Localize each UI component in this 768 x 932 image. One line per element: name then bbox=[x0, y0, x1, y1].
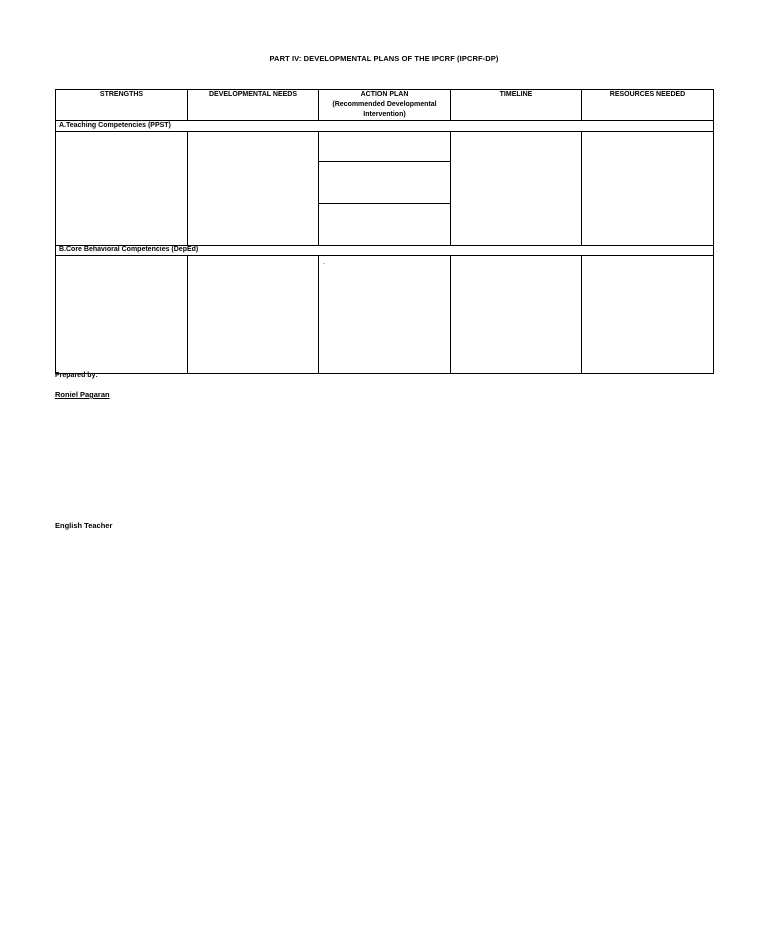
header-resources-needed-label: RESOURCES NEEDED bbox=[609, 91, 686, 98]
section-b-action-plan-mark: . bbox=[323, 259, 325, 266]
header-developmental-needs bbox=[188, 90, 319, 121]
section-b-needs-cell[interactable] bbox=[188, 256, 319, 373]
section-a-timeline-cell[interactable] bbox=[451, 132, 582, 245]
action-plan-subdivider-1 bbox=[319, 161, 450, 162]
developmental-plan-table bbox=[55, 89, 714, 374]
action-plan-subdivider-2 bbox=[319, 203, 450, 204]
header-action-plan bbox=[319, 90, 451, 121]
header-action-plan-line2: (Recommended Developmental bbox=[332, 101, 437, 108]
header-developmental-needs-label: DEVELOPMENTAL NEEDS bbox=[208, 91, 298, 98]
section-b-timeline-cell[interactable] bbox=[451, 256, 582, 373]
section-a-resources-cell[interactable] bbox=[582, 132, 713, 245]
header-resources-needed bbox=[582, 90, 713, 121]
document-title: PART IV: DEVELOPMENTAL PLANS OF THE IPCRF (IPCRF-DP) bbox=[269, 54, 499, 63]
header-timeline bbox=[451, 90, 582, 121]
section-b-strengths-cell[interactable] bbox=[56, 256, 188, 373]
header-action-plan-line3: Intervention) bbox=[363, 111, 406, 118]
preparer-name: Roniel Pagaran bbox=[55, 390, 110, 399]
header-strengths-label: STRENGTHS bbox=[99, 91, 144, 98]
header-action-plan-line1: ACTION PLAN bbox=[360, 91, 409, 98]
preparer-position: English Teacher bbox=[55, 521, 113, 530]
section-b-resources-cell[interactable] bbox=[582, 256, 713, 373]
section-a-label: A.Teaching Competencies (PPST) bbox=[59, 122, 171, 129]
section-b-label: B.Core Behavioral Competencies (DepEd) bbox=[59, 246, 199, 253]
header-strengths bbox=[56, 90, 188, 121]
prepared-by-label: Prepared by: bbox=[55, 372, 98, 379]
section-a-needs-cell[interactable] bbox=[188, 132, 319, 245]
section-a-action-plan-cell[interactable] bbox=[319, 132, 451, 245]
header-timeline-label: TIMELINE bbox=[499, 91, 533, 98]
section-a-strengths-cell[interactable] bbox=[56, 132, 188, 245]
section-b-action-plan-cell[interactable] bbox=[319, 256, 451, 373]
